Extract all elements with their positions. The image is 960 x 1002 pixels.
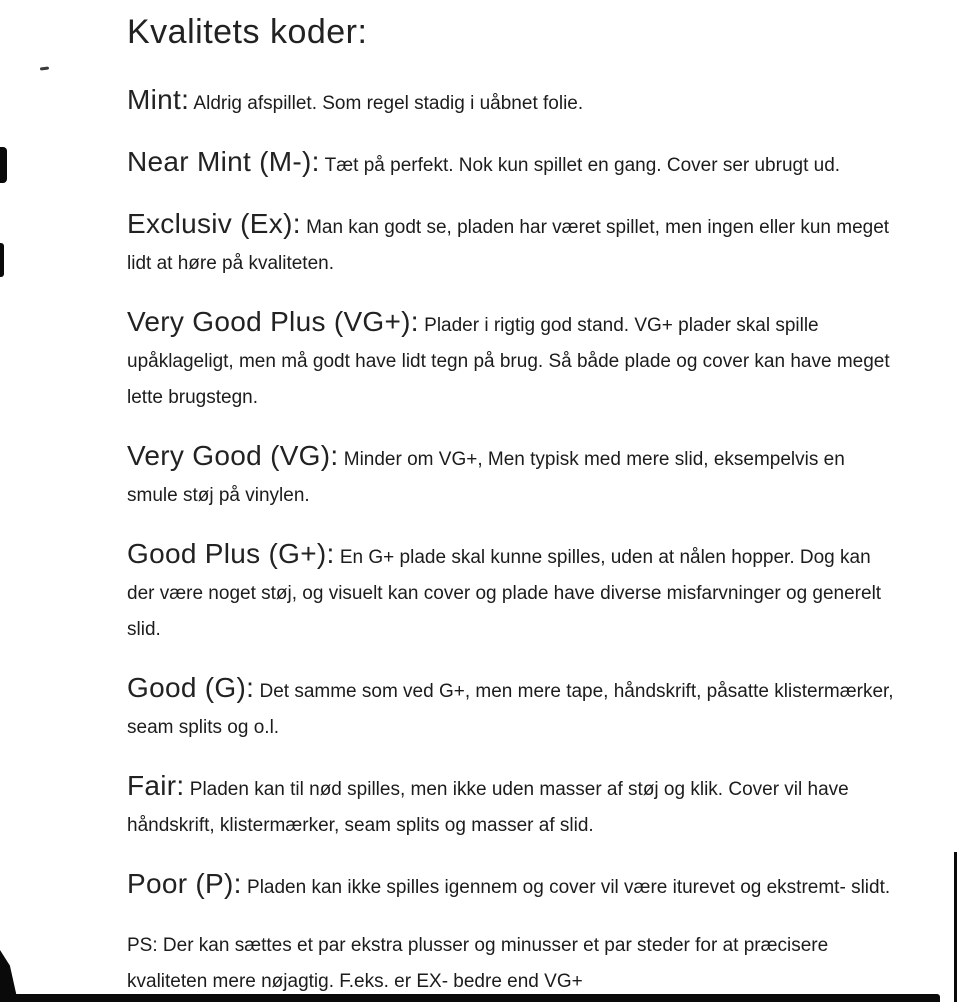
scan-artifact-left-edge-1 <box>0 147 7 183</box>
grade-entry-good <box>127 670 899 746</box>
page-title: Kvalitets koder: <box>127 13 368 51</box>
grade-term: Mint: <box>127 84 190 115</box>
grade-term: Very Good (VG): <box>127 440 339 471</box>
grade-entry-fair <box>127 768 899 844</box>
grade-entry-poor <box>127 866 899 906</box>
grade-entry-near-mint <box>127 144 899 184</box>
grade-entry-good-plus <box>127 536 899 648</box>
grade-term: Exclusiv (Ex): <box>127 208 301 239</box>
grade-description: Tæt på perfekt. Nok kun spillet en gang. Cover ser ubrugt ud. <box>324 155 841 176</box>
grade-description: Plader i rigtig god stand. VG+ plader skal spille upåklageligt, men må godt have lidt tegn på brug. Så både plade og cover kan have meget lette brugstegn. <box>127 315 890 408</box>
grade-entry-very-good <box>127 438 899 514</box>
scan-artifact-left-edge-2 <box>0 243 4 277</box>
grade-entry-very-good-plus <box>127 304 899 416</box>
grade-term: Good Plus (G+): <box>127 538 335 569</box>
scan-artifact-bottom-bar <box>6 994 940 1002</box>
grade-term: Fair: <box>127 770 185 801</box>
grade-description: Aldrig afspillet. Som regel stadig i uåbnet folie. <box>193 93 584 114</box>
grade-description: Pladen kan ikke spilles igennem og cover vil være iturevet og ekstremt- slidt. <box>247 877 891 898</box>
scan-artifact-right-edge <box>954 852 957 1002</box>
grade-term: Very Good Plus (VG+): <box>127 306 419 337</box>
document-content <box>127 12 899 1000</box>
grade-term: Good (G): <box>127 672 255 703</box>
grade-term: Near Mint (M-): <box>127 146 320 177</box>
grade-description: Pladen kan til nød spilles, men ikke uden masser af støj og klik. Cover vil have håndskrift, klistermærker, seam splits og masser af slid. <box>127 779 849 836</box>
grade-description: En G+ plade skal kunne spilles, uden at nålen hopper. Dog kan der være noget støj, og visuelt kan cover og plade have diverse misfarvninger og generelt slid. <box>127 547 882 640</box>
grade-entry-mint <box>127 82 899 122</box>
grade-entry-exclusiv <box>127 206 899 282</box>
grade-description: Minder om VG+, Men typisk med mere slid, eksempelvis en smule støj på vinylen. <box>127 449 845 506</box>
grade-description: Det samme som ved G+, men mere tape, håndskrift, påsatte klistermærker, seam splits og o.l. <box>127 681 894 738</box>
grade-term: Poor (P): <box>127 868 242 899</box>
scan-artifact-dash <box>40 66 49 70</box>
grade-description: Man kan godt se, pladen har været spillet, men ingen eller kun meget lidt at høre på kvaliteten. <box>127 217 890 274</box>
postscript-note: PS: Der kan sættes et par ekstra plusser og minusser et par steder for at præcisere kvaliteten mere nøjagtig. F.eks. er EX- bedre end VG+ <box>127 935 829 992</box>
